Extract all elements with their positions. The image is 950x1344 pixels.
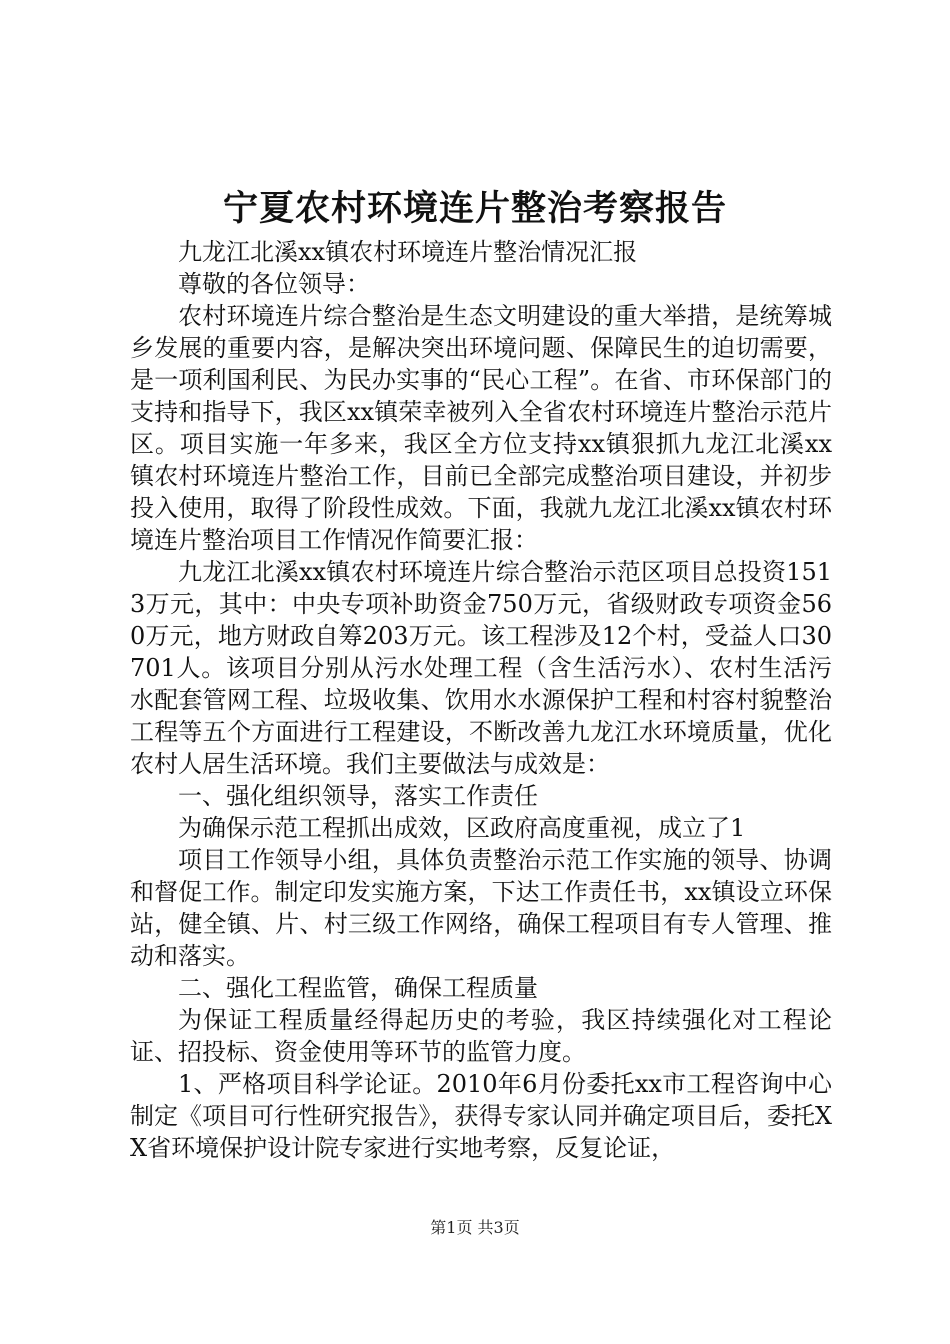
- body-paragraph: 农村环境连片综合整治是生态文明建设的重大举措，是统筹城乡发展的重要内容，是解决突出环境问题、保障民生的迫切需要，是一项利国利民、为民办实事的“民心工程”。在省、市环保部门的支持和指导下，我区xx镇荣幸被列入全省农村环境连片整治示范片区。项目实施一年多来，我区全方位支持xx镇狠抓九龙江北溪xx镇农村环境连片整治工作，目前已全部完成整治项目建设，并初步投入使用，取得了阶段性成效。下面，我就九龙江北溪xx镇农村环境连片整治项目工作情况作简要汇报：: [130, 302, 832, 554]
- section-heading: 一、强化组织领导，落实工作责任: [178, 782, 538, 810]
- body-paragraph: 为保证工程质量经得起历史的考验，我区持续强化对工程论证、招投标、资金使用等环节的监管力度。: [130, 1006, 832, 1066]
- body-paragraph: 1、严格项目科学论证。2010年6月份委托xx市工程咨询中心制定《项目可行性研究报告》，获得专家认同并确定项目后，委托XX省环境保护设计院专家进行实地考察，反复论证，: [130, 1070, 832, 1162]
- body-paragraph: 项目工作领导小组，具体负责整治示范工作实施的领导、协调和督促工作。制定印发实施方案，下达工作责任书，xx镇设立环保站，健全镇、片、村三级工作网络，确保工程项目有专人管理、推动和落实。: [130, 846, 832, 970]
- body-paragraph: 九龙江北溪xx镇农村环境连片综合整治示范区项目总投资1513万元，其中：中央专项补助资金750万元，省级财政专项资金560万元，地方财政自筹203万元。该工程涉及12个村，受益人口30701人。该项目分别从污水处理工程（含生活污水）、农村生活污水配套管网工程、垃圾收集、饮用水水源保护工程和村容村貌整治工程等五个方面进行工程建设，不断改善九龙江水环境质量，优化农村人居生活环境。我们主要做法与成效是：: [130, 558, 832, 778]
- section-heading: 二、强化工程监管，确保工程质量: [178, 974, 538, 1002]
- document-body: [130, 236, 832, 1164]
- salutation: 尊敬的各位领导：: [178, 270, 370, 298]
- page-footer: 第1页 共3页: [430, 1218, 520, 1237]
- report-subtitle: 九龙江北溪xx镇农村环境连片整治情况汇报: [178, 238, 638, 266]
- body-paragraph: 为确保示范工程抓出成效，区政府高度重视，成立了1: [178, 814, 746, 842]
- document-title: 宁夏农村环境连片整治考察报告: [222, 189, 727, 229]
